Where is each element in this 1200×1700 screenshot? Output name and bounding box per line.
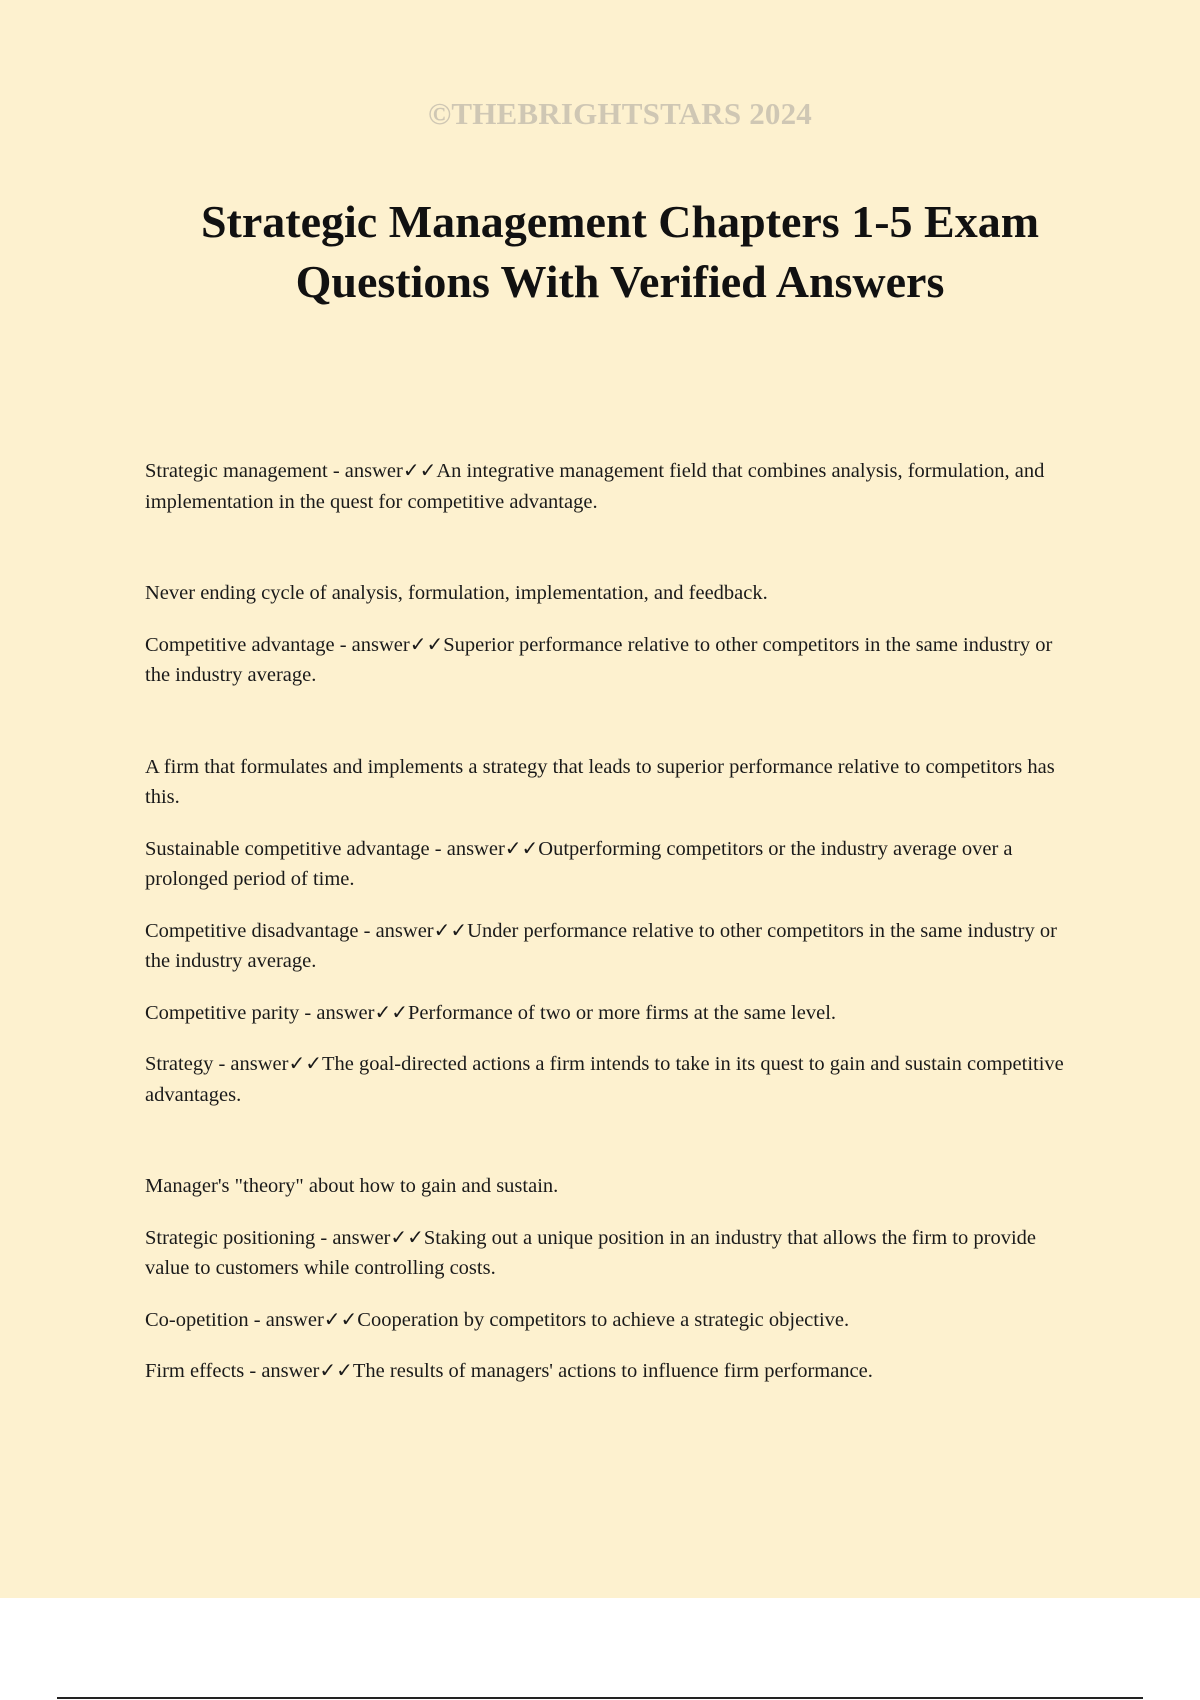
qa-separator: - answer (213, 1053, 289, 1075)
document-title: Strategic Management Chapters 1-5 Exam Questions With Verified Answers (200, 196, 1040, 307)
qa-separator: - answer (248, 1308, 324, 1331)
qa-term: Strategic management (145, 460, 328, 482)
qa-answer: The results of managers' actions to influence firm performance. (352, 1360, 873, 1382)
qa-separator: - answer (327, 460, 403, 482)
qa-answer: Under performance relative to other competitors in the same industry or the industry average. (145, 919, 1057, 972)
qa-term: Competitive disadvantage (145, 919, 359, 942)
check-icon: ✓✓ (402, 458, 437, 482)
qa-separator: - answer (358, 919, 434, 942)
check-icon: ✓✓ (323, 1306, 358, 1331)
qa-answer: Cooperation by competitors to achieve a strategic objective. (357, 1308, 850, 1331)
check-icon: ✓✓ (288, 1051, 322, 1075)
qa-item (145, 1222, 1075, 1284)
qa-term: Competitive advantage (145, 633, 335, 656)
check-icon: ✓✓ (433, 917, 468, 942)
qa-note-text: Never ending cycle of analysis, formulation, implementation, and feedback. (145, 582, 768, 604)
qa-separator: - answer (334, 633, 410, 656)
qa-note (145, 1171, 1075, 1202)
qa-separator: - answer (299, 1001, 375, 1024)
qa-note-text: Manager's "theory" about how to gain and sustain. (145, 1175, 559, 1197)
qa-list (145, 455, 1075, 1407)
copyright-watermark: ©THEBRIGHTSTARS 2024 (427, 96, 813, 131)
qa-item (145, 1304, 1075, 1336)
qa-note (145, 578, 1075, 609)
qa-separator: - answer (315, 1226, 391, 1249)
qa-item (145, 997, 1075, 1029)
qa-answer: Outperforming competitors or the industry average over a prolonged period of time. (145, 837, 1013, 890)
qa-note-text: A firm that formulates and implements a strategy that leads to superior performance relative to competitors has this. (145, 755, 1055, 808)
qa-answer: Staking out a unique position in an industry that allows the firm to provide value to customers while controlling costs. (145, 1226, 1036, 1279)
qa-item (145, 455, 1075, 517)
qa-term: Co-opetition (145, 1308, 249, 1331)
check-icon: ✓✓ (319, 1358, 353, 1382)
check-icon: ✓✓ (390, 1224, 424, 1249)
qa-item (145, 915, 1075, 977)
check-icon: ✓✓ (374, 999, 408, 1024)
qa-item (145, 1355, 1075, 1387)
qa-item (145, 833, 1075, 895)
check-icon: ✓✓ (504, 835, 539, 860)
qa-answer: Performance of two or more firms at the same level. (407, 1001, 837, 1024)
qa-answer: An integrative management field that combines analysis, formulation, and implementation in the quest for competitive advantage. (145, 460, 1045, 513)
qa-item (145, 1048, 1075, 1110)
qa-term: Strategic positioning (145, 1226, 316, 1249)
qa-term: Competitive parity (145, 1001, 300, 1024)
qa-term: Firm effects (145, 1360, 245, 1382)
qa-term: Sustainable competitive advantage (145, 837, 430, 860)
qa-answer: Superior performance relative to other competitors in the same industry or the industry average. (145, 633, 1053, 686)
qa-term: Strategy (145, 1053, 214, 1075)
qa-separator: - answer (429, 837, 505, 860)
qa-item (145, 629, 1075, 691)
qa-note (145, 752, 1075, 813)
qa-separator: - answer (244, 1360, 320, 1382)
footer-divider (57, 1697, 1143, 1699)
qa-answer: The goal-directed actions a firm intends to take in its quest to gain and sustain competitive advantages. (145, 1053, 1064, 1106)
check-icon: ✓✓ (409, 631, 444, 656)
